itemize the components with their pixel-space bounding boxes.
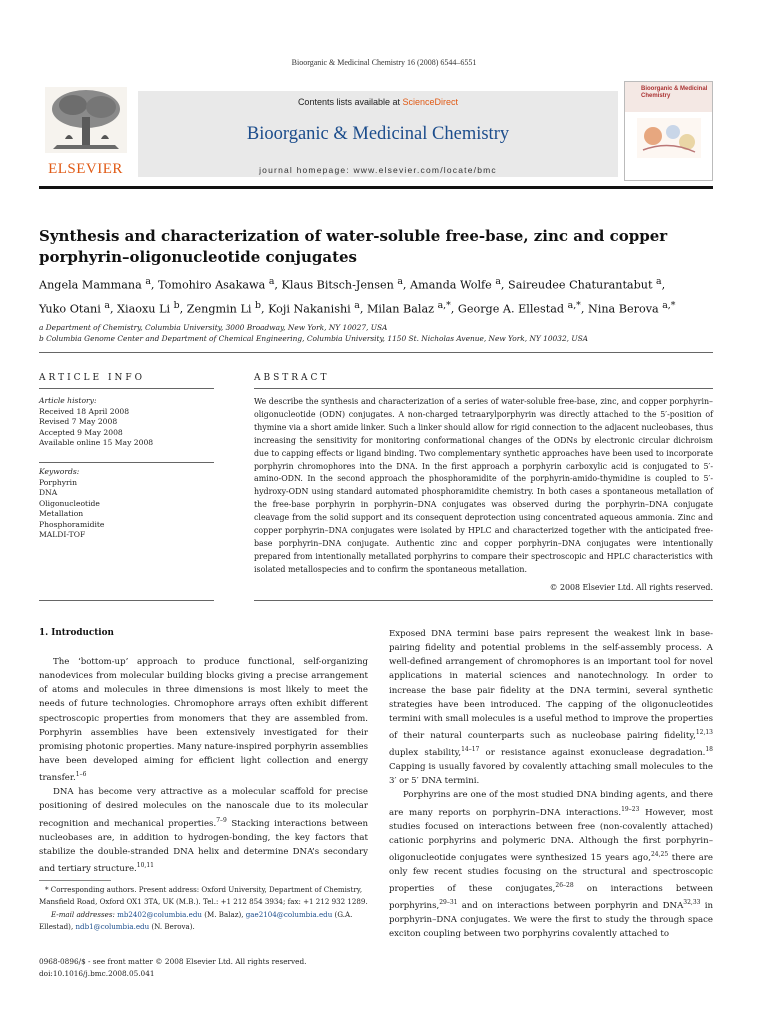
keyword: Porphyrin <box>39 477 77 487</box>
keyword: Metallation <box>39 509 84 518</box>
divider <box>39 388 214 389</box>
paragraph: Exposed DNA termini base pairs represent the weakest link in base-pairing fidelity and potential problems in the self-assembly process. A well-defined arrangement of chromophores is an important tool for novel applications in material sciences and nanotechnology. In order to increase the base pair fidelity at the DNA termini, several synthetic strategies have been introduced. The capping of the oligonucleotides termini with small molecules is a useful method to improve the properties of their natural counterparts such as nucleobase pairing fidelity,$^{12,13}$ duplex stability,$^{14-17}$ or resistance against exonuclease degradation.$^{18}$ Capping is usually favored by covalently attaching small molecules to the 3′ or 5′ DNA termini. <box>389 629 713 787</box>
elsevier-logo <box>39 81 132 185</box>
keyword: MALDI-TOF <box>39 530 86 539</box>
journal-homepage[interactable]: journal homepage: www.elsevier.com/locate/bmc <box>259 165 497 175</box>
issn-line: 0968-0896/$ - see front matter © 2008 Elsevier Ltd. All rights reserved. <box>39 957 307 966</box>
keyword: Oligonucleotide <box>39 498 100 508</box>
footnote-corresponding: * Corresponding authors. Present address: Oxford University, Department of Chemistry, Mansfield Road, Oxford OX1 3TA, UK (M.B.). Tel.: +1 212 854 3934; fax: +1 212 932 1289. <box>39 885 368 907</box>
sciencedirect-link[interactable]: ScienceDirect <box>402 97 459 107</box>
divider <box>39 462 214 463</box>
email-link[interactable]: gae2104@columbia.edu <box>245 909 333 919</box>
abstract-copyright: © 2008 Elsevier Ltd. All rights reserved. <box>549 583 713 592</box>
elsevier-tree-icon <box>45 87 127 153</box>
journal-citation: Bioorganic & Medicinal Chemistry 16 (2008) 6544–6551 <box>291 58 477 67</box>
paragraph: The ‘bottom-up’ approach to produce functional, self-organizing nanodevices from molecular building blocks giving a precise arrangement of atoms and molecules in three dimensions is most likely to meet the needs of future technologies. Chromophore arrays often exhibit different spectroscopic properties from monomers that they are assembled from. Porphyrin assemblies have been extensively investigated for their promising photonic properties. Many nature-inspired porphyrin assemblies have been developed aiming for efficient light collection and energy transfer.$^{1-6}$ <box>39 657 368 784</box>
paragraph: Porphyrins are one of the most studied DNA binding agents, and there are many reports on porphyrin–DNA interactions.$^{19-23}$ However, most studies focused on interactions between free (non-covalently attached) cationic porphyrins and polymeric DNA. Although the first porphyrin–oligonucleotide conjugates were synthesized 15 years ago,$^{24,25}$ there are only few recent studies focusing on the structural and spectroscopic properties of these conjugates,$^{26-28}$ on interactions between porphyrins,$^{29-31}$ and on interactions between porphyrin and DNA$^{32,33}$ in porphyrin–DNA conjugates. We were the first to study the through space exciton coupling between two porphyrins covalently attached to <box>389 790 714 940</box>
footnote <box>39 884 368 934</box>
abstract-heading: ABSTRACT <box>254 373 330 383</box>
history-revised: Revised 7 May 2008 <box>39 417 118 426</box>
elsevier-wordmark: ELSEVIER <box>48 161 123 177</box>
contents-line <box>138 97 618 107</box>
journal-header <box>39 81 713 185</box>
divider <box>39 600 214 601</box>
journal-cover <box>624 81 713 181</box>
affiliation-a: a Department of Chemistry, Columbia University, 3000 Broadway, New York, NY 10027, USA <box>39 323 388 332</box>
cover-title: Bioorganic & Medicinal Chemistry <box>641 86 708 99</box>
contents-prefix: Contents lists available at <box>297 97 400 107</box>
article-info-heading: ARTICLE INFO <box>39 373 146 383</box>
intro-left-column <box>39 655 368 876</box>
journal-banner <box>138 91 618 177</box>
intro-right-column <box>389 627 713 941</box>
header-rule <box>39 186 713 189</box>
doi-line[interactable]: doi:10.1016/j.bmc.2008.05.041 <box>39 969 155 979</box>
keywords: Keywords: Porphyrin DNA Oligonucleotide Metallation Phosphoramidite MALDI-TOF <box>39 467 105 539</box>
cover-artwork-icon <box>637 118 701 158</box>
history-accepted: Accepted 9 May 2008 <box>39 427 123 437</box>
keyword: DNA <box>39 488 58 497</box>
email-link[interactable]: mb2402@columbia.edu <box>117 909 202 919</box>
abstract-text: We describe the synthesis and characterization of a series of water-soluble free-base, zinc, and copper porphyrin–oligonucleotide (ODN) conjugates. A non-charged tetraarylporphyrin was directly attached to the 5′-position of thymine via a short amide linker. Such a linker should allow for rigid connection to the adjacent nucleobases, thus increasing the sensitivity for monitoring conformational changes of the ODNs by electronic circular dichroism due to capping effects or ligand binding. Two complementary synthetic approaches have been used to incorporate porphyrin chromophores into the DNA. In the first approach a porphyrin carboxylic acid is conjugated to 5′-amino-ODN. In the second approach the phosphoramidite of the porphyrin-amido-thymidine is coupled to 5′-hydroxy-ODN using standard automated phosphoramidite chemistry. In both cases a spontaneous metallation of the free-base porphyrin in porphyrin–DNA conjugates was observed during the porphyrin–DNA conjugate cleavage from the solid support and its consequent deprotection using concentrated aqueous ammonia. Zinc and copper porphyrin–DNA conjugates were isolated by HPLC and characterized together with the anticipated free-base porphyrin–DNA conjugate. Authentic zinc and copper porphyrin–DNA conjugates were intentionally prepared from intentionally metallated porphyrins to compare their spectroscopic and HPLC characteristics with isolated metallospecies and to confirm the spontaneous metallation. <box>254 397 713 574</box>
divider <box>39 352 713 353</box>
footnote-emails: E-mail addresses: mb2402@columbia.edu (M. Balaz), gae2104@columbia.edu (G.A. Ellestad), ndb1@columbia.edu (N. Berova). <box>39 909 353 932</box>
article-footer <box>39 956 306 981</box>
history-online: Available online 15 May 2008 <box>39 438 154 447</box>
article-history: Article history: Received 18 April 2008 Revised 7 May 2008 Accepted 9 May 2008 Available online 15 May 2008 <box>39 396 154 447</box>
footnote-divider <box>39 880 111 881</box>
keyword: Phosphoramidite <box>39 519 105 529</box>
divider <box>254 388 713 389</box>
affiliation-b: b Columbia Genome Center and Department of Chemical Engineering, Columbia University, 1150 St. Nicholas Avenue, New York, NY 10032, USA <box>39 334 588 343</box>
article-title: Synthesis and characterization of water-soluble free-base, zinc and copper porphyrin–oligonucleotide conjugates <box>39 227 668 266</box>
divider <box>254 600 713 601</box>
history-received: Received 18 April 2008 <box>39 406 130 416</box>
section-heading-introduction: 1. Introduction <box>39 628 114 638</box>
affiliations <box>39 322 713 344</box>
journal-title: Bioorganic & Medicinal Chemistry <box>246 124 510 144</box>
email-link[interactable]: ndb1@columbia.edu <box>75 922 150 932</box>
author-list: Angela Mammana $^a$, Tomohiro Asakawa $^a$, Klaus Bitsch-Jensen $^a$, Amanda Wolfe $^a$, Saireudee Chaturantabut $^a$, Yuko Otani $^a$, Xiaoxu Li $^b$, Zengmin Li $^b$, Koji Nakanishi $^a$, Milan Balaz $^{a,*}$, George A. Ellestad $^{a,*}$, Nina Berova $^{a,*}$ <box>39 276 676 316</box>
paragraph: DNA has become very attractive as a molecular scaffold for precise positioning of desired molecules on the nanoscale due to its molecular recognition and mechanical properties.$^{7-9}$ Stacking interactions between nucleobases are, in addition to hydrogen-bonding, the key factors that stabilize the double-stranded DNA helix and determine DNA’s secondary and tertiary structure.$^{10,11}$ <box>39 787 368 874</box>
